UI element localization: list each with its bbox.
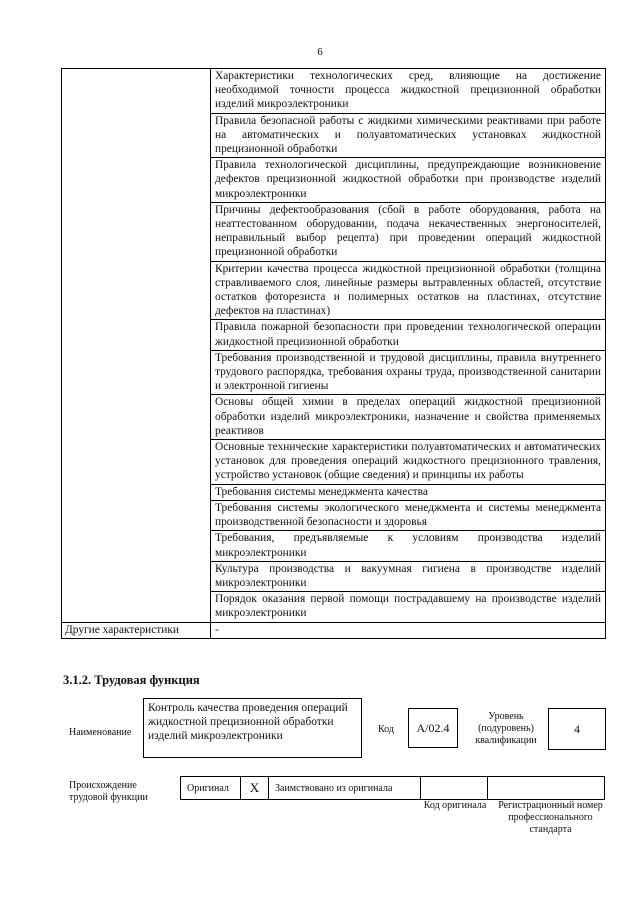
knowledge-item: Критерии качества процесса жидкостной прецизионной обработки (толщина стравливаемого слоя, линейные размеры вытравленных областей, отсутствие остатков фоторезиста и полимерных остатков на пластинах, отсутствие дефектов на пластинах) bbox=[211, 261, 606, 320]
origin-mark-cell: X bbox=[241, 777, 269, 800]
origin-original-cell: Оригинал bbox=[181, 777, 241, 800]
knowledge-item: Причины дефектообразования (сбой в работе оборудования, работа на неаттестованном оборудовании, подача некачественных энергоносителей, неправильный выбор рецепта) при проведении операций жидкостной прецизионной обработки bbox=[211, 202, 606, 261]
origin-label: Происхождение трудовой функции bbox=[69, 780, 148, 803]
origin-row bbox=[181, 777, 605, 800]
origin-reg-number-cell bbox=[488, 777, 605, 800]
knowledge-item: Порядок оказания первой помощи пострадавшему на производстве изделий микроэлектроники bbox=[211, 592, 606, 622]
knowledge-item: Правила пожарной безопасности при проведении технологической операции жидкостной прецизионной обработки bbox=[211, 320, 606, 350]
function-name-box: Контроль качества проведения операций жидкостной прецизионной обработки изделий микроэлектроники bbox=[143, 698, 362, 758]
knowledge-item: Требования, предъявляемые к условиям производства изделий микроэлектроники bbox=[211, 531, 606, 561]
knowledge-label-cell bbox=[62, 69, 211, 623]
knowledge-item: Культура производства и вакуумная гигиена в производстве изделий микроэлектроники bbox=[211, 561, 606, 591]
knowledge-item: Основы общей химии в пределах операций жидкостной прецизионной обработки изделий микроэлектроники, назначение и свойства применяемых реактивов bbox=[211, 395, 606, 440]
function-code-label: Код bbox=[378, 724, 394, 735]
page-number: 6 bbox=[317, 46, 323, 58]
knowledge-item: Правила технологической дисциплины, предупреждающие возникновение дефектов прецизионной жидкостной обработки при производстве изделий микроэлектроники bbox=[211, 158, 606, 203]
knowledge-table bbox=[61, 68, 606, 639]
origin-table bbox=[180, 776, 605, 800]
origin-borrowed-cell: Заимствовано из оригинала bbox=[269, 777, 421, 800]
section-heading: 3.1.2. Трудовая функция bbox=[63, 673, 200, 687]
origin-code-caption: Код оригинала bbox=[423, 800, 487, 811]
origin-code-cell bbox=[421, 777, 488, 800]
function-code-box: А/02.4 bbox=[408, 708, 458, 748]
knowledge-item: Требования системы экологического менеджмента и системы менеджмента производственной безопасности и здоровья bbox=[211, 500, 606, 530]
knowledge-item: Правила безопасной работы с жидкими химическими реактивами при работе на автоматических и полуавтоматических установках жидкостной прецизионной обработки bbox=[211, 113, 606, 158]
qualification-level-label: Уровень (подуровень) квалификации bbox=[475, 711, 537, 746]
other-characteristics-value: - bbox=[211, 622, 606, 638]
knowledge-item: Основные технические характеристики полуавтоматических и автоматических установок для проведения операций жидкостного прецизионного травления, устройство установок (общие сведения) и принципы их работы bbox=[211, 440, 606, 485]
knowledge-item: Характеристики технологических сред, влияющие на достижение необходимой точности процесса жидкостной прецизионной обработки изделий микроэлектроники bbox=[211, 69, 606, 114]
origin-reg-caption: Регистрационный номер профессионального стандарта bbox=[498, 800, 603, 835]
qualification-level-box: 4 bbox=[548, 708, 606, 750]
knowledge-row bbox=[62, 69, 606, 114]
knowledge-item: Требования системы менеджмента качества bbox=[211, 484, 606, 500]
other-characteristics-row bbox=[62, 622, 606, 638]
knowledge-item: Требования производственной и трудовой дисциплины, правила внутреннего трудового распорядка, требования охраны труда, производственной санитарии и электронной гигиены bbox=[211, 350, 606, 395]
other-characteristics-label: Другие характеристики bbox=[62, 622, 211, 638]
function-name-label: Наименование bbox=[69, 727, 132, 738]
